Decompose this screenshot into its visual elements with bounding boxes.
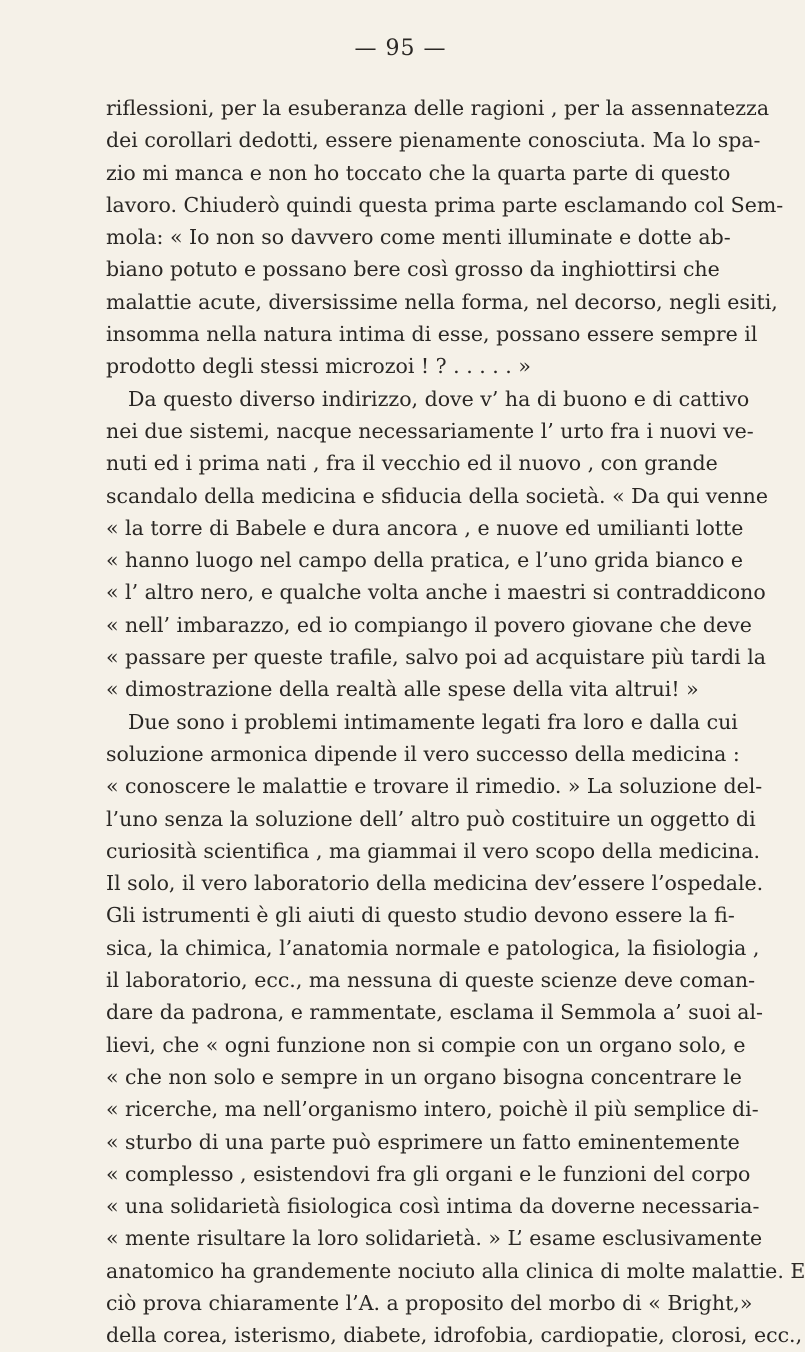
- text-line: il laboratorio, ecc., ma nessuna di queste scienze deve coman-: [106, 968, 756, 993]
- text-line: insomma nella natura intima di esse, possano essere sempre il: [106, 322, 758, 347]
- text-line: lavoro. Chiuderò quindi questa prima parte esclamando col Sem-: [106, 192, 784, 217]
- text-line: Il solo, il vero laboratorio della medicina dev’essere l’ospedale.: [106, 871, 764, 896]
- text-line: nei due sistemi, nacque necessariamente l’ urto fra i nuovi ve-: [106, 418, 754, 443]
- text-line: « passare per queste trafile, salvo poi ad acquistare più tardi la: [106, 645, 766, 670]
- text-line: « complesso , esistendovi fra gli organi e le funzioni del corpo: [106, 1161, 751, 1186]
- text-line: « ricerche, ma nell’organismo intero, poichè il più semplice di-: [106, 1097, 759, 1122]
- text-line: sica, la chimica, l’anatomia normale e patologica, la fisiologia ,: [106, 935, 760, 960]
- text-line: « conoscere le malattie e trovare il rimedio. » La soluzione del-: [106, 774, 763, 799]
- text-line: riflessioni, per la esuberanza delle ragioni , per la assennatezza: [106, 96, 770, 120]
- text-line: dare da padrona, e rammentate, esclama il Semmola a’ suoi al-: [106, 1000, 763, 1025]
- text-line: « una solidarietà fisiologica così intima da doverne necessaria-: [106, 1194, 760, 1219]
- text-line: « la torre di Babele e dura ancora , e nuove ed umilianti lotte: [106, 515, 744, 540]
- text-line: soluzione armonica dipende il vero successo della medicina :: [106, 741, 740, 766]
- text-line: prodotto degli stessi microzoi ! ? . . . . . »: [106, 354, 531, 379]
- text-line: « sturbo di una parte può esprimere un fatto eminentemente: [106, 1129, 740, 1154]
- text-line: nuti ed i prima nati , fra il vecchio ed il nuovo , con grande: [106, 451, 718, 476]
- text-line: Due sono i problemi intimamente legati fra loro e dalla cui: [128, 709, 738, 734]
- body-text: [106, 92, 805, 1352]
- text-line: anatomico ha grandemente nociuto alla clinica di molte malattie. E: [106, 1258, 805, 1283]
- text-line: Da questo diverso indirizzo, dove v’ ha di buono e di cattivo: [128, 386, 750, 411]
- page-number: — 95 —: [354, 36, 447, 61]
- text-line: « mente risultare la loro solidarietà. » L’ esame esclusivamente: [106, 1226, 763, 1251]
- text-line: zio mi manca e non ho toccato che la quarta parte di questo: [106, 160, 731, 185]
- text-line: biano potuto e possano bere così grosso da inghiottirsi che: [106, 257, 720, 282]
- text-line: ciò prova chiaramente l’A. a proposito del morbo di « Bright,»: [106, 1290, 753, 1315]
- text-line: mola: « Io non so davvero come menti illuminate e dotte ab-: [106, 225, 731, 250]
- text-line: scandalo della medicina e sfiducia della società. « Da qui venne: [106, 483, 768, 508]
- text-line: malattie acute, diversissime nella forma, nel decorso, negli esiti,: [106, 289, 778, 314]
- text-line: della corea, isterismo, diabete, idrofobia, cardiopatie, clorosi, ecc.,: [106, 1323, 803, 1348]
- text-line: lievi, che « ogni funzione non si compie con un organo solo, e: [106, 1032, 746, 1057]
- text-line: « dimostrazione della realtà alle spese della vita altrui! »: [106, 677, 699, 702]
- text-line: « l’ altro nero, e qualche volta anche i maestri si contraddicono: [106, 580, 766, 605]
- text-line: l’uno senza la soluzione dell’ altro può costituire un oggetto di: [106, 806, 756, 831]
- text-line: Gli istrumenti è gli aiuti di questo studio devono essere la fi-: [106, 903, 735, 928]
- text-line: curiosità scientifica , ma giammai il vero scopo della medicina.: [106, 838, 760, 863]
- text-line: « hanno luogo nel campo della pratica, e l’uno grida bianco e: [106, 548, 744, 573]
- text-line: « nell’ imbarazzo, ed io compiango il povero giovane che deve: [106, 612, 752, 637]
- text-line: dei corollari dedotti, essere pienamente conosciuta. Ma lo spa-: [106, 128, 761, 153]
- text-line: « che non solo e sempre in un organo bisogna concentrare le: [106, 1064, 742, 1089]
